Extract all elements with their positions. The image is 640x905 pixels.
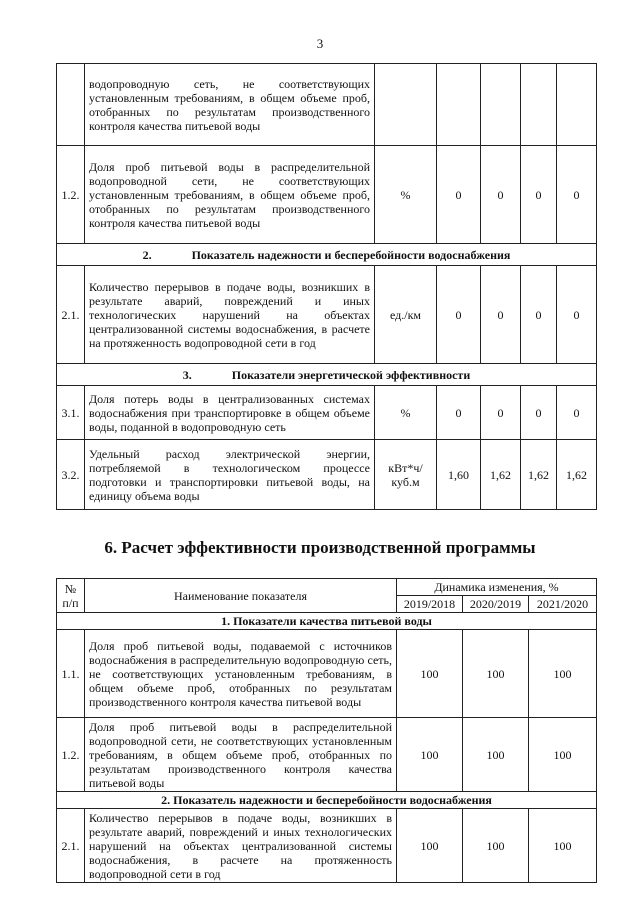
unit-cell: % xyxy=(375,386,437,440)
column-header-name: Наименование показателя xyxy=(85,579,397,613)
section-header: 1. Показатели качества питьевой воды xyxy=(57,613,597,630)
value-cell: 0 xyxy=(557,146,597,244)
row-number: 3.1. xyxy=(57,386,85,440)
value-cell: 0 xyxy=(437,386,481,440)
indicator-name: Доля проб питьевой воды в распределительной водопроводной сети, не соответствующих установленным требованиям, в общем объеме проб, отобранных по результатам производственного контроля качества питьевой воды xyxy=(85,146,375,244)
value-cell: 100 xyxy=(397,630,463,718)
section-row xyxy=(57,244,597,266)
value-cell: 0 xyxy=(521,146,557,244)
value-cell: 100 xyxy=(463,718,529,792)
value-cell: 100 xyxy=(397,718,463,792)
table-row xyxy=(57,630,597,718)
indicator-name: Доля потерь воды в централизованных системах водоснабжения при транспортировке в общем объеме воды, поданной в водопроводную сеть xyxy=(85,386,375,440)
value-cell: 100 xyxy=(463,630,529,718)
section-header: 2. Показатель надежности и бесперебойности водоснабжения xyxy=(57,792,597,809)
value-cell: 100 xyxy=(463,809,529,883)
indicator-name: Удельный расход электрической энергии, потребляемой в технологическом процессе подготовки и транспортировки питьевой воды, на единицу объема воды xyxy=(85,440,375,510)
unit-cell xyxy=(375,64,437,146)
row-number: 2.1. xyxy=(57,809,85,883)
table-row xyxy=(57,718,597,792)
table-row xyxy=(57,809,597,883)
column-header-year: 2019/2018 xyxy=(397,596,463,613)
section-number: 3. xyxy=(182,367,192,382)
table-row xyxy=(57,266,597,364)
section-number: 2. xyxy=(142,247,152,262)
indicator-name: Доля проб питьевой воды в распределительной водопроводной сети, не соответствующих установленным требованиям, в общем объеме проб, отобранных по результатам производственного контроля качества питьевой воды xyxy=(85,718,397,792)
section-row xyxy=(57,613,597,630)
row-number: 1.2. xyxy=(57,718,85,792)
unit-cell: % xyxy=(375,146,437,244)
value-cell: 100 xyxy=(529,630,597,718)
section-header xyxy=(57,244,597,266)
section-row xyxy=(57,364,597,386)
value-cell: 0 xyxy=(437,266,481,364)
unit-cell: ед./км xyxy=(375,266,437,364)
value-cell: 100 xyxy=(529,809,597,883)
section-title: Показатель надежности и бесперебойности водоснабжения xyxy=(191,247,511,262)
column-header-dynamics: Динамика изменения, % xyxy=(397,579,597,596)
value-cell: 1,62 xyxy=(557,440,597,510)
value-cell: 0 xyxy=(481,146,521,244)
row-number: 1.1. xyxy=(57,630,85,718)
indicator-name: Доля проб питьевой воды, подаваемой с источников водоснабжения в распределительную водопроводную сеть, не соответствующих установленным требованиям, в общем объеме проб, отобранных по результатам производственного контроля качества питьевой воды xyxy=(85,630,397,718)
value-cell: 0 xyxy=(481,266,521,364)
value-cell xyxy=(481,64,521,146)
value-cell: 0 xyxy=(557,266,597,364)
unit-cell: кВт*ч/ куб.м xyxy=(375,440,437,510)
section-row xyxy=(57,792,597,809)
value-cell: 1,60 xyxy=(437,440,481,510)
column-header-year: 2021/2020 xyxy=(529,596,597,613)
indicator-name: Количество перерывов в подаче воды, возникших в результате аварий, повреждений и иных технологических нарушений на объектах централизованной системы водоснабжения, в расчете на протяженность водопроводной сети в год xyxy=(85,266,375,364)
value-cell xyxy=(521,64,557,146)
value-cell: 0 xyxy=(557,386,597,440)
table-row xyxy=(57,64,597,146)
indicator-name: Количество перерывов в подаче воды, возникших в результате аварий, повреждений и иных технологических нарушений на объектах централизованной системы водоснабжения, в расчете на протяженность водопроводной сети в год xyxy=(85,809,397,883)
value-cell: 100 xyxy=(529,718,597,792)
table-row xyxy=(57,386,597,440)
indicators-table xyxy=(56,63,597,510)
value-cell: 100 xyxy=(397,809,463,883)
row-number: 2.1. xyxy=(57,266,85,364)
table-row xyxy=(57,146,597,244)
value-cell: 1,62 xyxy=(521,440,557,510)
value-cell: 0 xyxy=(521,386,557,440)
column-header-year: 2020/2019 xyxy=(463,596,529,613)
value-cell xyxy=(437,64,481,146)
section-title: Показатели энергетической эффективности xyxy=(231,367,471,382)
page-number: 3 xyxy=(316,36,324,51)
indicator-name: водопроводную сеть, не соответствующих установленным требованиям, в общем объеме проб, отобранных по результатам производственного контроля качества питьевой воды xyxy=(85,64,375,146)
section-6-title: 6. Расчет эффективности производственной программы xyxy=(104,538,536,557)
value-cell: 1,62 xyxy=(481,440,521,510)
efficiency-table xyxy=(56,578,597,883)
value-cell xyxy=(557,64,597,146)
row-number: 3.2. xyxy=(57,440,85,510)
value-cell: 0 xyxy=(481,386,521,440)
row-number: 1.2. xyxy=(57,146,85,244)
header-row xyxy=(57,579,597,596)
column-header-number: № п/п xyxy=(57,579,85,613)
value-cell: 0 xyxy=(437,146,481,244)
value-cell: 0 xyxy=(521,266,557,364)
section-header xyxy=(57,364,597,386)
row-number xyxy=(57,64,85,146)
table-row xyxy=(57,440,597,510)
